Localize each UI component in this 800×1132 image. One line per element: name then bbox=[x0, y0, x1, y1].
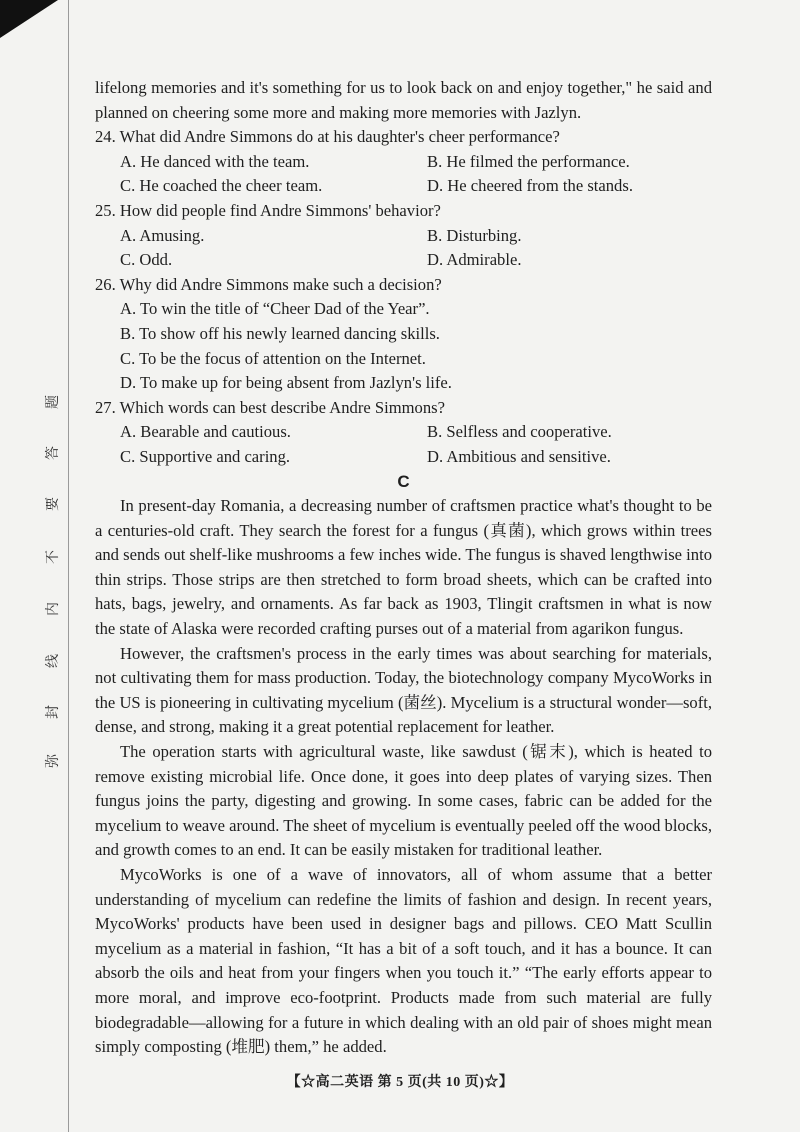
passage-line: thin strips. Those strips are then stretched to form broad sheets, which can be crafted into bbox=[95, 569, 712, 589]
passage-line: lifelong memories and it's something for us to look back on and enjoy together," he said and bbox=[95, 78, 712, 97]
passage-line: absorb the oils and heat from your fingers when you touch it.” “The early efforts appear to bbox=[95, 963, 712, 983]
question-26 bbox=[95, 273, 712, 396]
side-margin-char: 不 bbox=[45, 550, 61, 564]
answer-option: A. To win the title of “Cheer Dad of the Year”. bbox=[120, 299, 430, 319]
answer-option: D. Admirable. bbox=[427, 250, 522, 270]
side-margin-char: 线 bbox=[45, 654, 61, 668]
answer-option: A. Amusing. bbox=[120, 225, 205, 245]
passage-line: dense, and strong, making it a great potential replacement for leather. bbox=[95, 717, 555, 737]
side-margin-char: 弥 bbox=[45, 754, 61, 768]
side-margin-char: 要 bbox=[45, 497, 61, 511]
answer-option: B. To show off his newly learned dancing skills. bbox=[120, 323, 440, 343]
answer-option: C. To be the focus of attention on the Internet. bbox=[120, 348, 426, 368]
passage-line: hats, bags, jewelry, and ornaments. As far back as 1903, Tlingit craftsmen in what is now bbox=[95, 594, 712, 614]
passage-paragraph bbox=[95, 863, 712, 1060]
option-row bbox=[95, 174, 712, 199]
passage-line: not cultivating them for mass production. Today, the biotechnology company MycoWorks in bbox=[95, 668, 712, 688]
option-row bbox=[95, 445, 712, 470]
answer-option: B. Disturbing. bbox=[427, 225, 522, 245]
passage-line: planned on cheering some more and making more memories with Jazlyn. bbox=[95, 102, 582, 122]
passage-paragraph bbox=[95, 740, 712, 863]
passage-line: MycoWorks is one of a wave of innovators, all of whom assume that a better bbox=[120, 865, 712, 884]
answer-option: C. Odd. bbox=[120, 250, 173, 270]
side-margin-char: 答 bbox=[45, 446, 61, 460]
side-margin-char: 封 bbox=[45, 705, 61, 719]
document-body bbox=[95, 76, 712, 1060]
answer-option: B. Selfless and cooperative. bbox=[427, 422, 612, 442]
answer-option: B. He filmed the performance. bbox=[427, 151, 630, 171]
passage-line: simply composting (堆肥) them,” he added. bbox=[95, 1037, 387, 1057]
question-stem: 25. How did people find Andre Simmons' behavior? bbox=[95, 200, 441, 220]
passage-paragraph bbox=[95, 494, 712, 642]
passage-line: understanding of mycelium can redefine the limits of fashion and design. In recent years, bbox=[95, 889, 712, 909]
side-margin-char: 题 bbox=[45, 395, 61, 409]
question-stem: 24. What did Andre Simmons do at his daughter's cheer performance? bbox=[95, 127, 560, 147]
answer-option: C. Supportive and caring. bbox=[120, 446, 291, 466]
passage-line: However, the craftsmen's process in the early times was about searching for materials, bbox=[120, 643, 712, 663]
answer-option: A. Bearable and cautious. bbox=[120, 422, 291, 442]
passage-line: more moral, and improve eco-footprint. Products made from such material are fully bbox=[95, 987, 712, 1007]
question-24 bbox=[95, 125, 712, 199]
option-row bbox=[95, 420, 712, 445]
passage-line: fungus joins the party, digesting and growing. In some cases, fabric can be added for the bbox=[95, 791, 712, 811]
passage-line: MycoWorks' products have been used in designer bags and pillows. CEO Matt Scullin bbox=[95, 914, 712, 934]
passage-line: In present-day Romania, a decreasing number of craftsmen practice what's thought to be bbox=[120, 496, 712, 516]
passage-line: the state of Alaska were recorded crafting purses out of a material from agarikon fungus. bbox=[95, 619, 684, 639]
passage-line: biodegradable—allowing for a future in which dealing with an old pair of shoes might mean bbox=[95, 1012, 712, 1032]
option-row bbox=[95, 224, 712, 249]
answer-option: D. To make up for being absent from Jazlyn's life. bbox=[120, 373, 452, 393]
question-stem: 27. Which words can best describe Andre Simmons? bbox=[95, 397, 445, 417]
binding-margin-line bbox=[68, 0, 69, 1132]
passage-line: the US is pioneering in cultivating mycelium (菌丝). Mycelium is a structural wonder—soft, bbox=[95, 692, 712, 712]
answer-option: A. He danced with the team. bbox=[120, 151, 310, 171]
question-27 bbox=[95, 396, 712, 470]
section-label: C bbox=[397, 471, 410, 491]
answer-option: C. He coached the cheer team. bbox=[120, 176, 323, 196]
passage-line: a centuries-old craft. They search the forest for a fungus (真菌), which grows within trees bbox=[95, 520, 712, 540]
passage-paragraph bbox=[95, 642, 712, 740]
option-row bbox=[95, 248, 712, 273]
passage-line: mycelium as a material in fashion, “It has a bit of a soft touch, and it has a bounce. It can bbox=[95, 938, 712, 958]
page-footer: 【☆高二英语 第 5 页(共 10 页)☆】 bbox=[286, 1075, 514, 1090]
passage-line: mycelium to weave around. The sheet of mycelium is eventually peeled off the wood blocks, bbox=[95, 815, 712, 835]
scan-corner-shadow bbox=[0, 0, 58, 38]
option-row bbox=[95, 150, 712, 175]
question-stem: 26. Why did Andre Simmons make such a decision? bbox=[95, 274, 442, 294]
passage-line: and growth comes to an end. It can be easily mistaken for traditional leather. bbox=[95, 840, 603, 860]
passage-line: The operation starts with agricultural waste, like sawdust (锯末), which is heated to bbox=[120, 742, 712, 762]
side-margin-char: 内 bbox=[45, 602, 61, 616]
answer-option: D. Ambitious and sensitive. bbox=[427, 446, 611, 466]
passage-line: remove existing microbial life. Once done, it goes into deep plates of varying sizes. Then bbox=[95, 766, 712, 786]
passage-line: and sends out shelf-like mushrooms a few inches wide. The fungus is shaved lengthwise into bbox=[95, 545, 712, 565]
answer-option: D. He cheered from the stands. bbox=[427, 176, 633, 196]
question-25 bbox=[95, 199, 712, 273]
